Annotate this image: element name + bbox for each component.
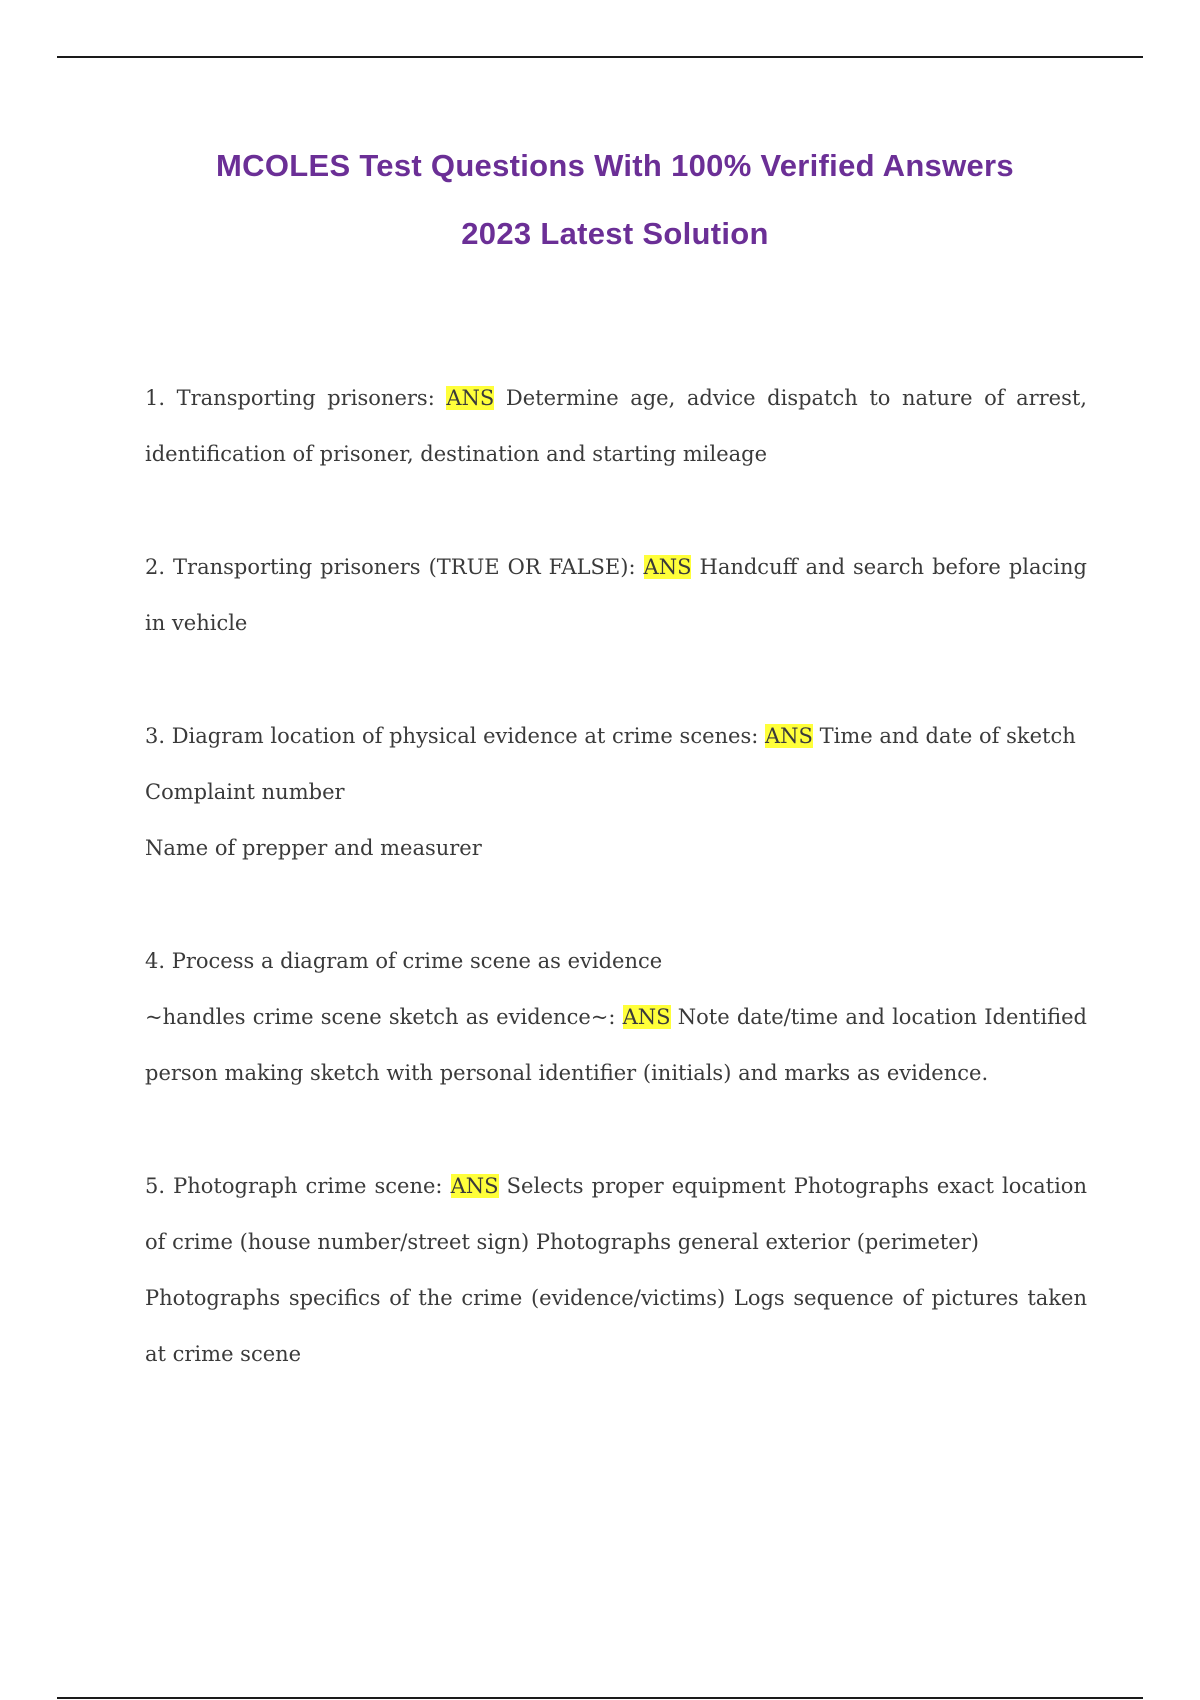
qa-list: [145, 370, 1087, 1439]
title-line-1: MCOLES Test Questions With 100% Verified Answers: [216, 148, 1014, 183]
ans-marker: ANS: [643, 555, 692, 579]
bottom-rule: [57, 1697, 1143, 1699]
qa-paragraph: [145, 370, 1087, 482]
answer-text: Time and date of sketch: [819, 724, 1076, 748]
document-title: [145, 132, 1085, 268]
ans-marker: ANS: [622, 1005, 671, 1029]
answer-text: Note date/time and location Identified person making sketch with personal identifier (initials) and marks as evidence.: [145, 1005, 1087, 1085]
qa-item-1: [145, 370, 1087, 482]
answer-text: Determine age, advice dispatch to nature of arrest, identification of prisoner, destination and starting mileage: [145, 386, 1087, 466]
question-heading: 4. Process a diagram of crime scene as evidence: [145, 949, 663, 973]
ans-marker: ANS: [446, 386, 495, 410]
answer-line: Complaint number: [145, 780, 345, 804]
question-text: 1. Transporting prisoners:: [145, 386, 435, 410]
question-text: ~handles crime scene sketch as evidence~:: [145, 1005, 616, 1029]
qa-item-3: [145, 708, 1087, 876]
question-text: 3. Diagram location of physical evidence at crime scenes:: [145, 724, 759, 748]
ans-marker: ANS: [450, 1174, 499, 1198]
ans-marker: ANS: [765, 724, 813, 748]
top-rule: [57, 56, 1143, 58]
qa-item-2: [145, 539, 1087, 651]
qa-item-5: [145, 1158, 1087, 1382]
qa-paragraph: [145, 1158, 1087, 1270]
title-line-2: 2023 Latest Solution: [461, 216, 769, 251]
qa-paragraph: [145, 708, 1087, 764]
qa-paragraph: [145, 539, 1087, 651]
qa-paragraph: [145, 989, 1087, 1101]
answer-line: Name of prepper and measurer: [145, 836, 482, 860]
qa-item-4: [145, 933, 1087, 1101]
answer-text: Selects proper equipment Photographs exact location of crime (house number/street sign) Photographs general exterior (perimeter): [145, 1174, 1087, 1254]
answer-text: Handcuff and search before placing in vehicle: [145, 555, 1087, 635]
answer-paragraph: Photographs specifics of the crime (evidence/victims) Logs sequence of pictures taken at crime scene: [145, 1286, 1087, 1366]
question-text: 2. Transporting prisoners (TRUE OR FALSE):: [145, 555, 636, 579]
question-text: 5. Photograph crime scene:: [145, 1174, 443, 1198]
